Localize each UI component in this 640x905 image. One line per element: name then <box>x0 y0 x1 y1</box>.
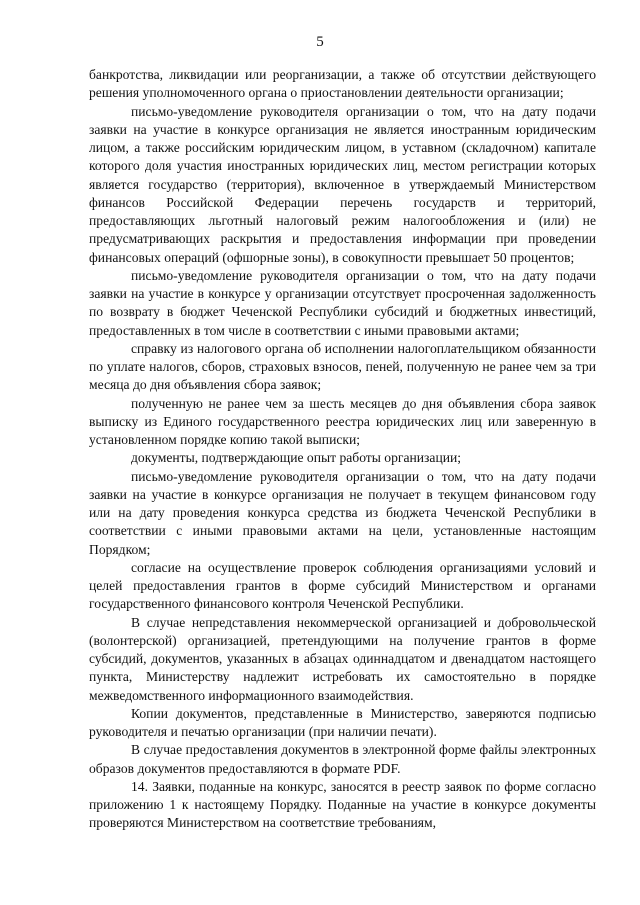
page-number: 5 <box>316 34 324 50</box>
paragraph: 14. Заявки, поданные на конкурс, заносятся в реестр заявок по форме согласно приложению 1 к настоящему Порядку. Поданные на участие в конкурсе документы проверяются Министерством на соответствие требованиям, <box>89 778 596 831</box>
paragraph: В случае предоставления документов в электронной форме файлы электронных образов документов предоставляются в формате PDF. <box>89 742 596 776</box>
paragraph: письмо-уведомление руководителя организации о том, что на дату подачи заявки на участие в конкурсе организация не является иностранным юридическим лицом, а также российским юридическим лицом, в уставном (складочном) капитале которого доля участия иностранных юридических лиц, местом регистрации которых является государство (территория), включенное в утверждаемый Министерством финансов Российской Федерации перечень государств и территорий, предоставляющих льготный налоговый режим налогообложения и (или) не предусматривающих раскрытия и предоставления информации при проведении финансовых операций (офшорные зоны), в совокупности превышает 50 процентов; <box>89 103 596 265</box>
document-body <box>89 66 596 833</box>
paragraph: полученную не ранее чем за шесть месяцев до дня объявления сбора заявок выписку из Единого государственного реестра юридических лиц или заверенную в установленном порядке копию такой выписки; <box>89 395 596 447</box>
paragraph: Копии документов, представленные в Министерство, заверяются подписью руководителя и печатью организации (при наличии печати). <box>89 705 596 739</box>
paragraph: документы, подтверждающие опыт работы организации; <box>131 450 462 466</box>
paragraph: справку из налогового органа об исполнении налогоплательщиком обязанности по уплате налогов, сборов, страховых взносов, пеней, полученную не ранее чем за три месяца до дня объявления сбора заявок; <box>89 340 596 393</box>
paragraph: согласие на осуществление проверок соблюдения организациями условий и целей предоставления грантов в форме субсидий Министерством и органами государственного финансового контроля Чеченской Республики. <box>89 559 596 612</box>
paragraph: банкротства, ликвидации или реорганизации, а также об отсутствии действующего решения уполномоченного органа о приостановлении деятельности организации; <box>89 67 596 101</box>
paragraph: письмо-уведомление руководителя организации о том, что на дату подачи заявки на участие в конкурсе у организации отсутствует просроченная задолженность по возврату в бюджет Чеченской Республики субсидий и бюджетных инвестиций, предоставленных в том числе в соответствии с иными правовыми актами; <box>89 267 596 338</box>
paragraph: В случае непредставления некоммерческой организацией и добровольческой (волонтерской) организацией, претендующими на получение грантов в форме субсидий, документов, указанных в абзацах одиннадцатом и двенадцатом настоящего пункта, Министерству надлежит истребовать их самостоятельно в порядке межведомственного информационного взаимодействия. <box>89 614 596 703</box>
paragraph: письмо-уведомление руководителя организации о том, что на дату подачи заявки на участие в конкурсе организация не получает в текущем финансовом году или на дату проведения конкурса средства из бюджета Чеченской Республики в соответствии с иными правовыми актами на цели, установленные настоящим Порядком; <box>89 468 596 557</box>
